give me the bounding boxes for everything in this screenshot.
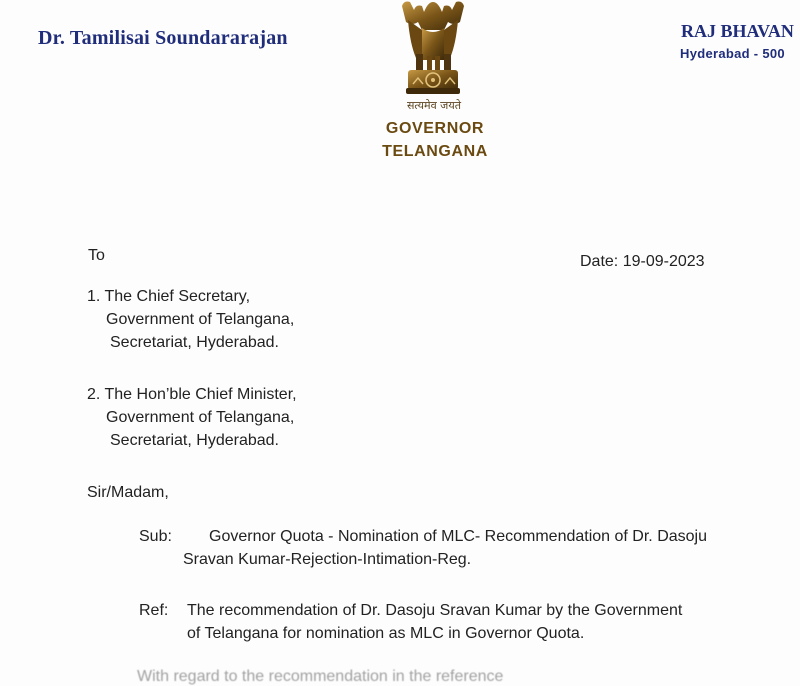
to-label: To <box>88 247 105 264</box>
reference-line-2: of Telangana for nomination as MLC in Governor Quota. <box>187 625 585 642</box>
address-name: RAJ BHAVAN <box>681 21 794 41</box>
office-state: TELANGANA <box>382 143 488 160</box>
subject-line-1: Governor Quota - Nomination of MLC- Recommendation of Dr. Dasoju <box>209 528 707 545</box>
recipient-1-line-2: Government of Telangana, <box>106 311 295 328</box>
salutation: Sir/Madam, <box>87 484 169 501</box>
office-title: GOVERNOR <box>385 120 485 137</box>
state-emblem-icon <box>394 0 472 96</box>
recipient-2-line-2: Government of Telangana, <box>106 409 295 426</box>
recipient-1-line-1: 1. The Chief Secretary, <box>87 288 251 305</box>
address-city: Hyderabad - 500 <box>680 46 785 61</box>
cutoff-body-line: With regard to the recommendation in the reference <box>137 668 504 685</box>
subject-line-2: Sravan Kumar-Rejection-Intimation-Reg. <box>183 551 472 568</box>
emblem-motto: सत्यमेव जयते <box>406 99 461 112</box>
sender-name: Dr. Tamilisai Soundararajan <box>38 27 288 49</box>
recipient-2-line-1: 2. The Hon’ble Chief Minister, <box>87 386 297 403</box>
recipient-1-line-3: Secretariat, Hyderabad. <box>110 334 279 351</box>
subject-tag: Sub: <box>139 528 172 545</box>
reference-tag: Ref: <box>139 602 169 619</box>
reference-line-1: The recommendation of Dr. Dasoju Sravan Kumar by the Government <box>187 602 683 619</box>
recipient-2-line-3: Secretariat, Hyderabad. <box>110 432 279 449</box>
letter-date: Date: 19-09-2023 <box>580 253 705 270</box>
